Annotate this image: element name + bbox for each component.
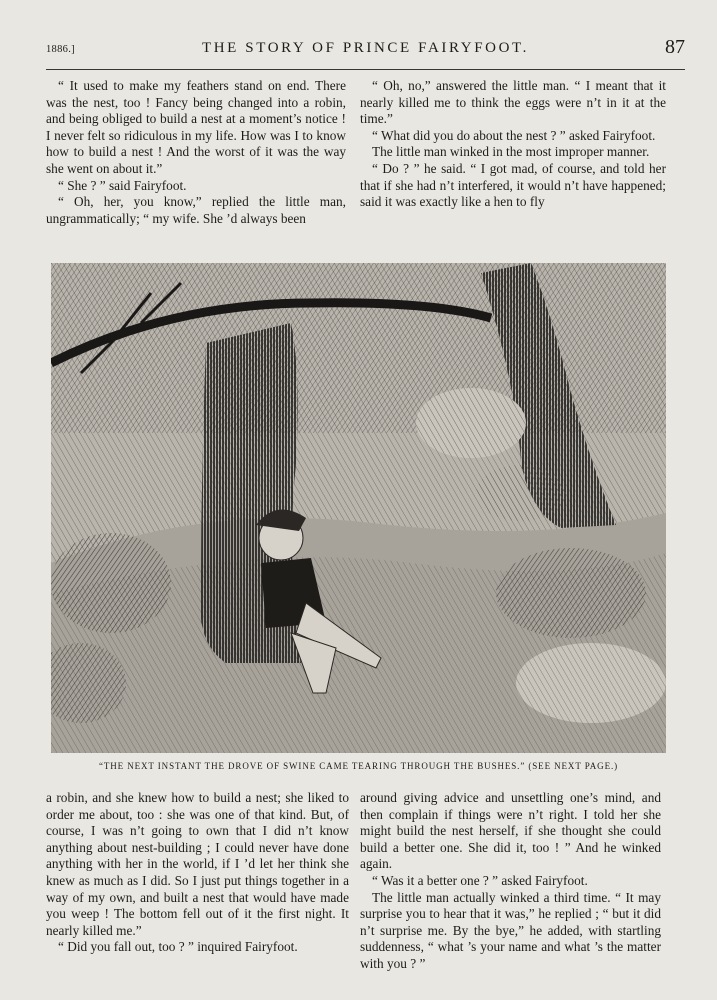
text-column-bottom-right xyxy=(360,790,661,973)
paragraph: “ Oh, no,” answered the little man. “ I meant that it nearly killed me to think the eggs were n’t in it at the time.” xyxy=(360,78,666,127)
paragraph: “ Was it a better one ? ” asked Fairyfoot. xyxy=(372,872,588,888)
page-number: 87 xyxy=(665,36,685,58)
running-title: THE STORY OF PRINCE FAIRYFOOT. xyxy=(201,40,530,56)
paragraph: a robin, and she knew how to build a nest; she liked to order me about, too : she was one of that kind. But, of course, I was n’t going to own that I did n’t know anything about nest-building ; I could never have done anything with her in the world, if I ’d let her think she knew as much as I did. So I just put things together in a way of my own, and built a nest that would have made you weep ! The bottom fell out of it the first night. It nearly killed me.” xyxy=(46,790,349,938)
issue-year: 1886.] xyxy=(46,44,75,55)
paragraph: “ What did you do about the nest ? ” asked Fairyfoot. xyxy=(372,127,656,143)
header-rule xyxy=(46,69,685,70)
engraving-illustration xyxy=(51,263,666,753)
paragraph: The little man winked in the most improper manner. xyxy=(372,144,650,160)
illustration-caption: “THE NEXT INSTANT THE DROVE OF SWINE CAME TEARING THROUGH THE BUSHES.” (SEE NEXT PAGE.) xyxy=(98,761,619,771)
paragraph: “ Do ? ” he said. “ I got mad, of course, and told her that if she had n’t interfered, it would n’t have happened; said it was exactly like a hen to fly xyxy=(360,160,666,210)
paragraph: The little man actually winked a third time. “ It may surprise you to hear that it was,” he replied ; “ but it did n’t surprise me. By the bye,” he added, with startling suddenness, “ what ’s your name and what ’s the matter with you ? ” xyxy=(360,889,661,971)
paragraph: “ Did you fall out, too ? ” inquired Fairyfoot. xyxy=(58,939,298,955)
paragraph: “ She ? ” said Fairyfoot. xyxy=(58,177,187,193)
paragraph: “ Oh, her, you know,” replied the little man, ungrammatically; “ my wife. She ’d always been xyxy=(46,194,346,226)
paragraph: around giving advice and unsettling one’s mind, and then complain if things were n’t right. I told her she might build the nest herself, if she thought she could build a better one. She did it, too ! ” And he winked again. xyxy=(360,790,661,872)
paragraph: “ It used to make my feathers stand on end. There was the nest, too ! Fancy being changed into a robin, and being obliged to build a nest at a moment’s notice ! I never felt so ridiculous in my life. How was I to know how to build a nest ! And the worst of it was the way she went on about it.” xyxy=(46,78,346,176)
text-column-bottom-left xyxy=(46,790,349,956)
running-header xyxy=(46,34,685,64)
text-column-top-right xyxy=(360,78,666,211)
text-column-top-left xyxy=(46,78,346,227)
